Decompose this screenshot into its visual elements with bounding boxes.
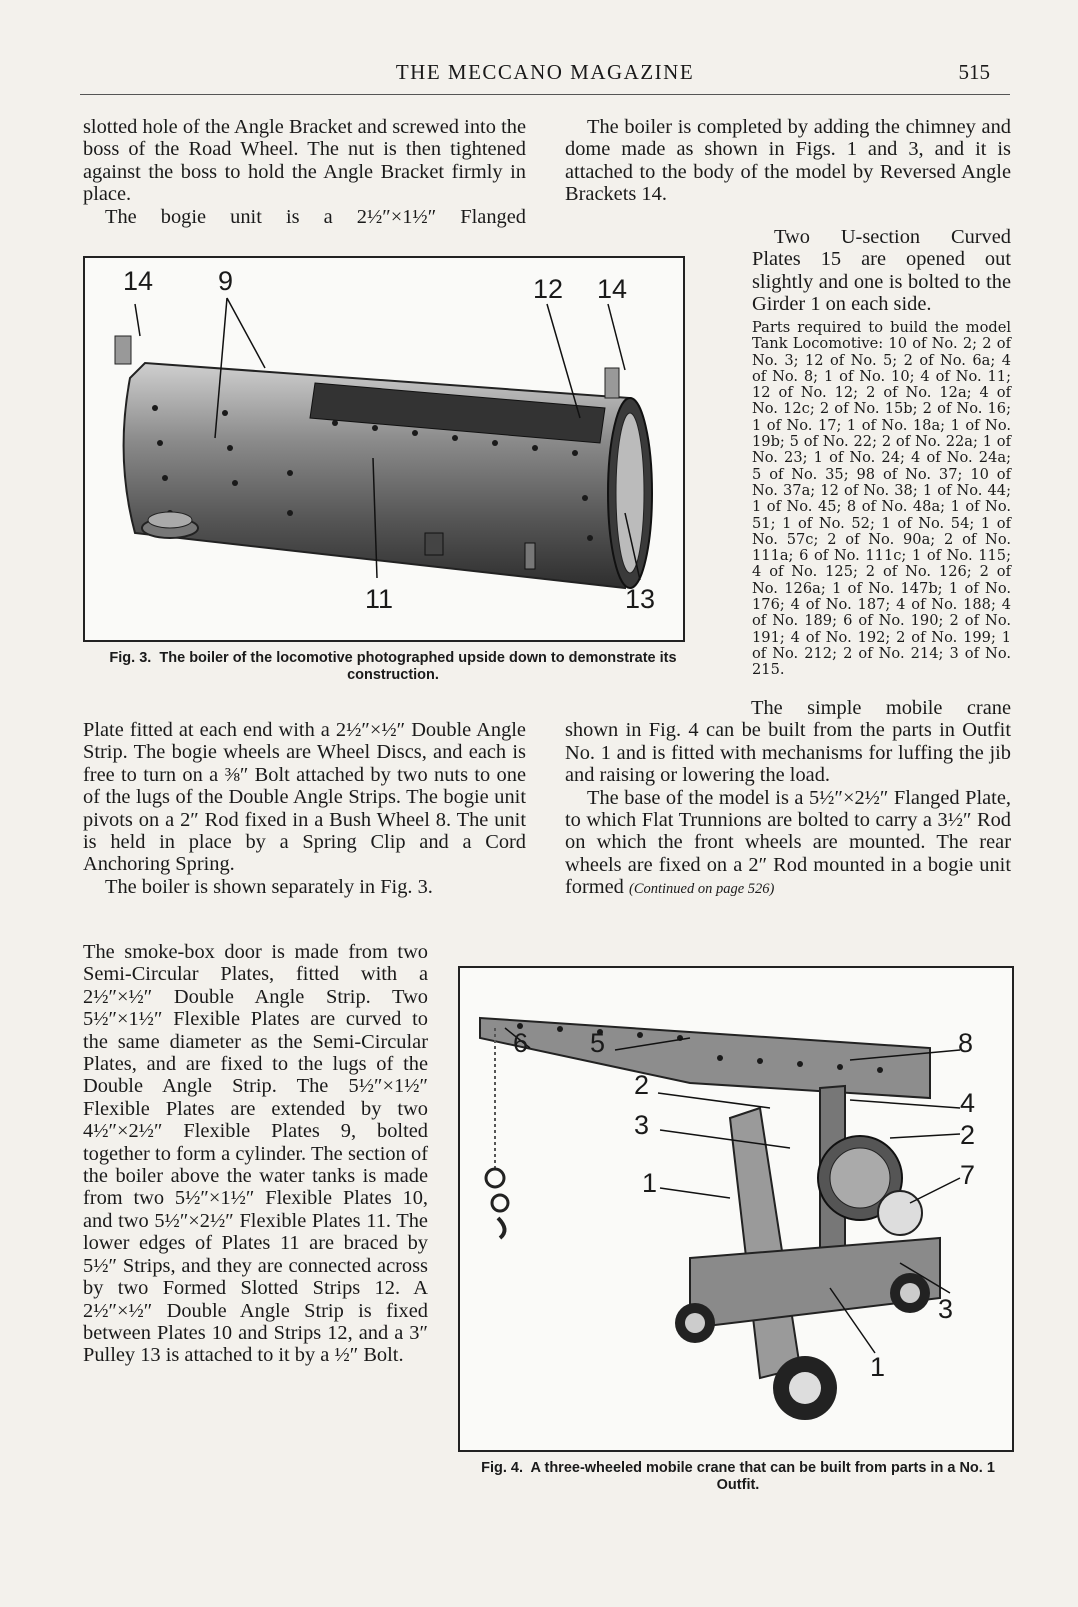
- paragraph: Plate fitted at each end with a 2½″×½″ Double Angle Strip. The bogie wheels are Wheel Discs, and each is free to turn on a ⅜″ Bolt attached by two nuts to one of the lugs of the Double Angle Strips. The bogie unit pivots on a 2″ Rod fixed in a Bush Wheel 8. The unit is held in place by a Spring Clip and a Cord Anchoring Spring.: [83, 719, 526, 876]
- fig3-caption-text: The boiler of the locomotive photographed upside down to demonstrate its construction.: [159, 650, 677, 683]
- left-column-middle: [83, 719, 526, 898]
- right-column-middle: [565, 697, 1011, 901]
- fig4-label-6: 6: [513, 1028, 529, 1058]
- paragraph: The boiler is completed by adding the chimney and dome made as shown in Figs. 1 and 3, and it is attached to the body of the model by Reversed Angle Brackets 14.: [565, 116, 1011, 206]
- page-number: 515: [958, 60, 990, 84]
- left-column-top: [83, 116, 526, 228]
- paragraph: [565, 787, 1011, 901]
- fig4-label-5: 5: [590, 1028, 606, 1058]
- crane-illustration: [460, 968, 1012, 1450]
- boiler-illustration: [85, 258, 683, 640]
- fig4-label-1-left: 1: [642, 1168, 658, 1198]
- fig4-caption: [458, 1460, 1018, 1494]
- fig4-label-2-left: 2: [634, 1070, 650, 1100]
- fig4-label-4: 4: [960, 1088, 976, 1118]
- fig4-label-3-left: 3: [634, 1110, 650, 1140]
- fig3-photo: [83, 256, 685, 642]
- fig4-label-1-right: 1: [870, 1352, 886, 1382]
- fig3-label-11: 11: [365, 584, 394, 614]
- paragraph: Two U-section Curved Plates 15 are opened out slightly and one is bolted to the Girder 1 on each side.: [752, 226, 1011, 316]
- fig3-label-14-right: 14: [597, 274, 628, 304]
- fig4-label-7: 7: [960, 1160, 976, 1190]
- fig3-label-13: 13: [625, 584, 656, 614]
- parts-list: Parts required to build the model Tank Locomotive: 10 of No. 2; 2 of No. 3; 12 of No. 5; 2 of No. 6a; 4 of No. 8; 1 of No. 10; 4 of No. 11; 12 of No. 12; 2 of No. 12a; 4 of No. 12c; 2 of No. 15b; 2 of No. 16; 1 of No. 17; 1 of No. 18a; 1 of No. 19b; 5 of No. 22; 2 of No. 22a; 1 of No. 23; 1 of No. 24; 4 of No. 24a; 5 of No. 35; 98 of No. 37; 10 of No. 37a; 12 of No. 38; 1 of No. 44; 1 of No. 45; 8 of No. 48a; 1 of No. 51; 1 of No. 52; 1 of No. 54; 1 of No. 57c; 2 of No. 90a; 2 of No. 111a; 6 of No. 111c; 1 of No. 115; 4 of No. 125; 2 of No. 126; 2 of No. 126a; 1 of No. 147b; 1 of No. 176; 4 of No. 187; 4 of No. 188; 4 of No. 189; 6 of No. 190; 2 of No. 191; 4 of No. 192; 2 of No. 199; 1 of No. 212; 2 of No. 214; 3 of No. 215.: [752, 319, 1011, 679]
- fig4-label-3-right: 3: [938, 1294, 954, 1324]
- fig4-label-8: 8: [958, 1028, 974, 1058]
- continued-note: (Continued on page 526): [629, 881, 775, 898]
- paragraph: slotted hole of the Angle Bracket and screwed into the boss of the Road Wheel. The nut is then tightened against the boss to hold the Angle Bracket firmly in place.: [83, 116, 526, 206]
- fig4-label-2-right: 2: [960, 1120, 976, 1150]
- paragraph: The smoke-box door is made from two Semi-Circular Plates, fitted with a 2½″×½″ Double Angle Strip. Two 5½″×1½″ Flexible Plates are curved to the same diameter as the Semi-Circular Plates, and are fixed to the lugs of the Double Angle Strip. The 5½″×1½″ Flexible Plates are extended by two 4½″×2½″ Flexible Plates 9, bolted together to form a cylinder. The section of the boiler above the water tanks is made from two 5½″×1½″ Flexible Plates 10, and two 5½″×2½″ Flexible Plates 11. The lower edges of Plates 11 are braced by 5½″ Strips, and they are connected across by two Formed Slotted Strips 12. A 2½″×½″ Double Angle Strip is fixed between Plates 10 and Strips 12, and a 3″ Pulley 13 is attached to it by a ½″ Bolt.: [83, 941, 428, 1367]
- fig4-photo: [458, 966, 1014, 1452]
- fig4-caption-prefix: Fig. 4.: [481, 1460, 523, 1476]
- magazine-title: THE MECCANO MAGAZINE: [395, 60, 695, 84]
- right-column-top-b: [752, 226, 1011, 316]
- left-column-bottom: [83, 941, 428, 1367]
- fig4-caption-text: A three-wheeled mobile crane that can be built from parts in a No. 1 Outfit.: [530, 1460, 995, 1493]
- paragraph-text: The base of the model is a 5½″×2½″ Flanged Plate, to which Flat Trunnions are bolted to carry a 3½″ Rod on which the front wheels are mounted. The rear wheels are fixed on a 2″ Rod mounted in a bogie unit formed: [565, 786, 1011, 899]
- paragraph: The simple mobile crane shown in Fig. 4 can be built from the parts in Outfit No. 1 and is fitted with mechanisms for luffing the jib and raising or lowering the load.: [565, 697, 1011, 787]
- fig3-label-14-left: 14: [123, 266, 154, 296]
- fig3-label-9: 9: [218, 266, 234, 296]
- right-column-top-a: [565, 116, 1011, 206]
- paragraph: The boiler is shown separately in Fig. 3.: [105, 875, 433, 898]
- running-header: [80, 60, 1010, 95]
- fig3-label-12: 12: [533, 274, 564, 304]
- paragraph: The bogie unit is a 2½″×1½″ Flanged: [105, 205, 526, 228]
- fig3-caption: [83, 650, 703, 684]
- fig3-caption-prefix: Fig. 3.: [109, 650, 152, 666]
